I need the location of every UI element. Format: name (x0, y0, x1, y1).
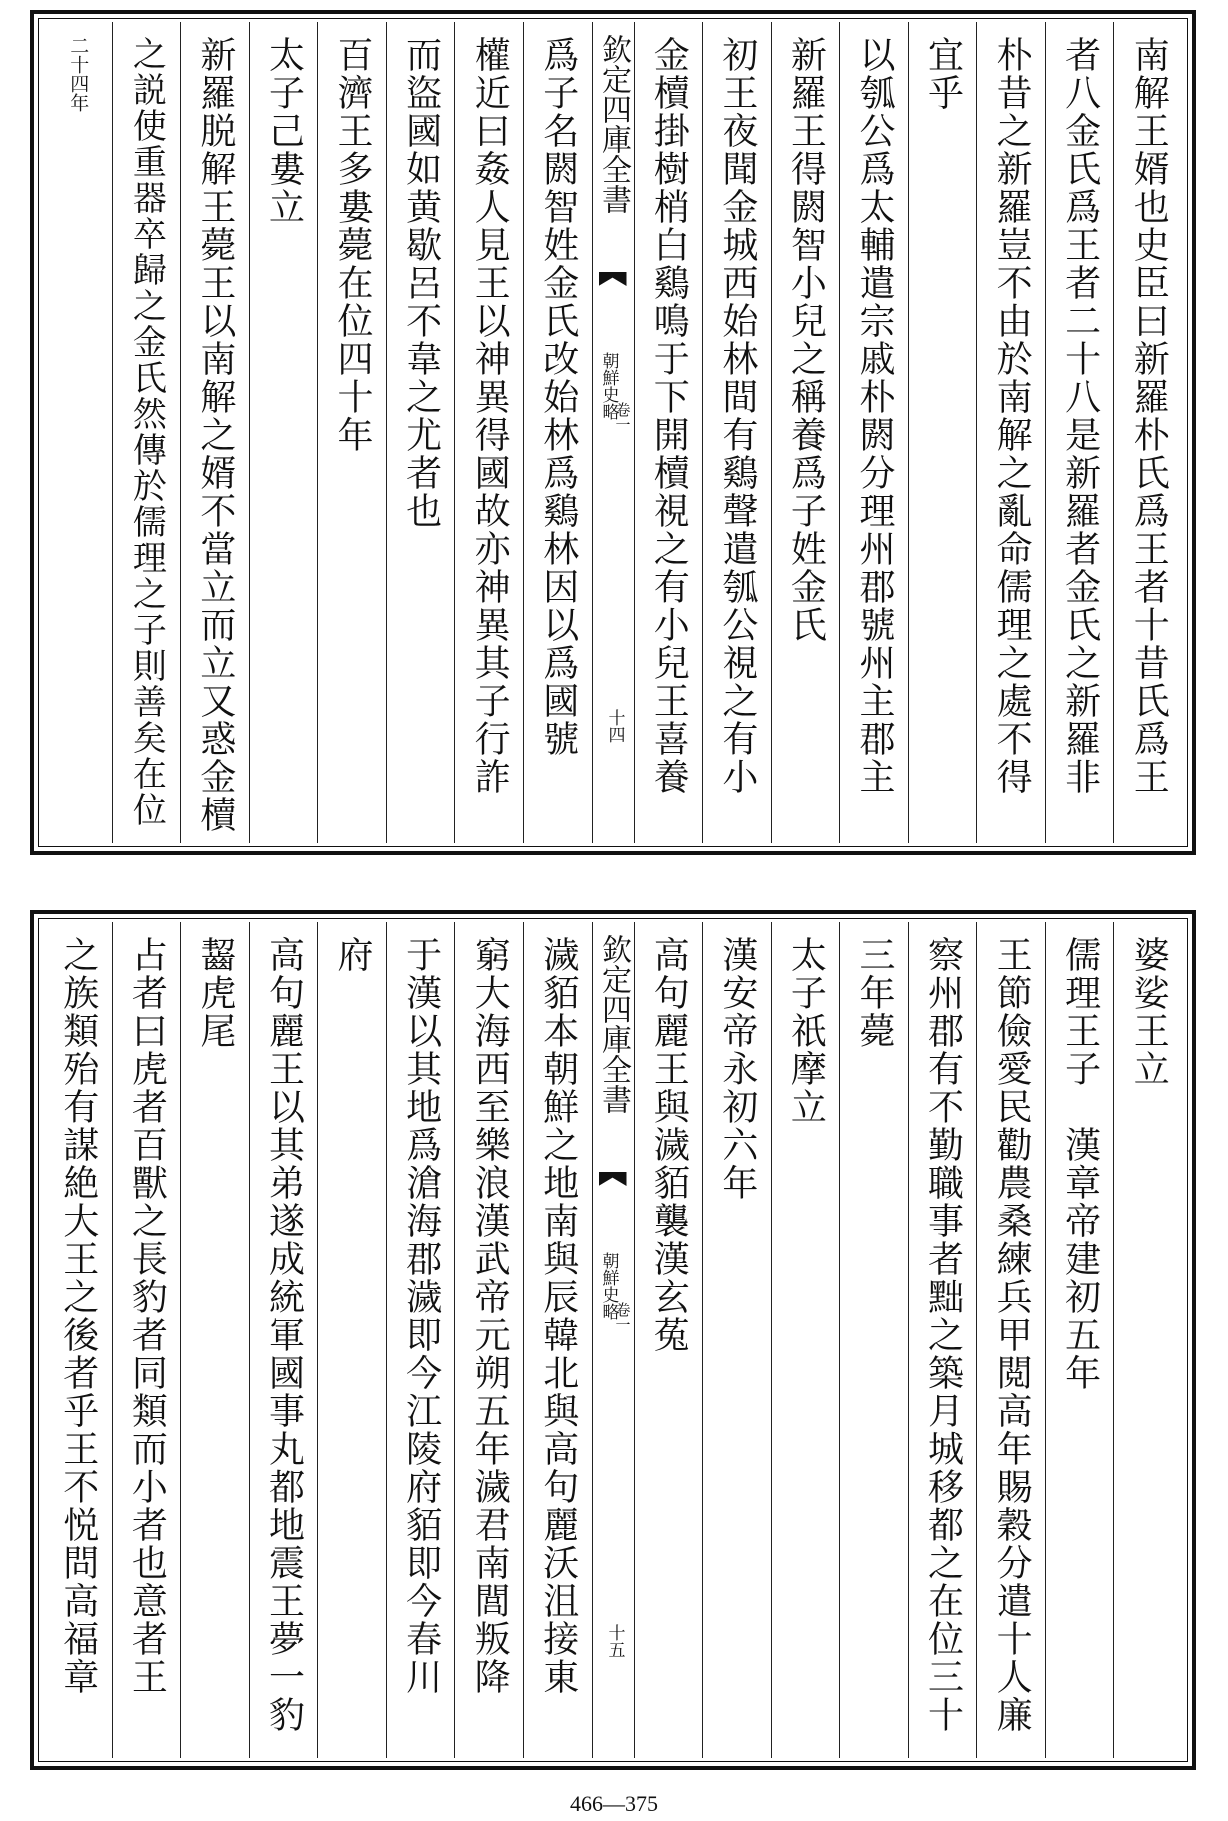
column-text: 濊貊本朝鮮之地南與辰韓北與高句麗沃沮接東 (537, 936, 579, 1696)
margin-book-title: 朝鮮史略 (598, 1252, 619, 1320)
margin-volume: 卷一 (613, 402, 632, 432)
column-text: 南解王婿也史臣曰新羅朴氏爲王者十昔氏爲王 (1128, 36, 1170, 796)
top-columns (44, 22, 1182, 843)
center-margin (592, 22, 634, 843)
column-text: 儒理王子 漢章帝建初五年 (1059, 936, 1101, 1392)
column-text: 以瓠公爲太輔遣宗戚朴閼分理州郡號州主郡主 (853, 36, 895, 796)
text-column (44, 922, 112, 1758)
text-column (1113, 922, 1182, 1758)
column-text: 宜乎 (922, 36, 964, 112)
fishtail-mark-icon (599, 272, 627, 286)
column-text: 于漢以其地爲滄海郡濊即今江陵府貊即今春川 (400, 936, 442, 1696)
text-column (976, 922, 1045, 1758)
column-text: 高句麗王與濊貊襲漢玄菟 (648, 936, 690, 1354)
text-column (634, 922, 703, 1758)
footer-page-number: 466—375 (570, 1791, 658, 1816)
column-text: 占者曰虎者百獸之長豹者同類而小者也意者王 (126, 936, 168, 1696)
text-column (771, 922, 840, 1758)
column-text: 新羅王得閼智小兒之稱養爲子姓金氏 (785, 36, 827, 644)
text-column (249, 922, 318, 1758)
column-text: 百濟王多婁薨在位四十年 (332, 36, 374, 454)
text-column (317, 22, 386, 843)
margin-title: 欽定四庫全書 (596, 934, 631, 1114)
text-column (839, 922, 908, 1758)
text-column (1045, 922, 1114, 1758)
fishtail-mark-icon (599, 1172, 627, 1186)
margin-book-title: 朝鮮史略 (598, 352, 619, 420)
column-text: 太子己婁立 (263, 36, 305, 226)
text-column (317, 922, 386, 1758)
text-column (839, 22, 908, 843)
text-column (1113, 22, 1182, 843)
top-page (30, 10, 1196, 855)
column-text: 者八金氏爲王者二十八是新羅者金氏之新羅非 (1059, 36, 1101, 796)
text-column (908, 22, 977, 843)
column-text: 王節儉愛民勸農桑練兵甲閲高年賜穀分遣十人廉 (991, 936, 1033, 1734)
text-column (180, 22, 249, 843)
text-column (454, 922, 523, 1758)
column-text: 府 (332, 936, 374, 974)
text-column (1045, 22, 1114, 843)
text-column (249, 22, 318, 843)
bottom-columns (44, 922, 1182, 1758)
text-column (702, 22, 771, 843)
column-text: 高句麗王以其弟遂成統軍國事丸都地震王夢一豹 (263, 936, 305, 1734)
text-column (771, 22, 840, 843)
column-text: 爲子名閼智姓金氏改始林爲鷄林因以爲國號 (537, 36, 579, 758)
margin-page-number: 十四 (604, 709, 625, 743)
center-margin (592, 922, 634, 1758)
column-text: 二十四年 (67, 36, 90, 112)
column-text: 而盜國如黄歇呂不韋之尤者也 (400, 36, 442, 530)
column-text: 察州郡有不勤職事者黜之築月城移都之在位三十 (922, 936, 964, 1734)
text-column (112, 922, 181, 1758)
column-text: 朴昔之新羅豈不由於南解之亂命儒理之處不得 (991, 36, 1033, 796)
column-text: 婆娑王立 (1128, 936, 1170, 1088)
column-text: 新羅脱解王薨王以南解之婿不當立而立又惑金櫝 (194, 36, 236, 834)
text-column (908, 922, 977, 1758)
column-text: 齧虎尾 (194, 936, 236, 1050)
text-column (386, 922, 455, 1758)
text-column (976, 22, 1045, 843)
text-column (523, 922, 592, 1758)
bottom-page (30, 910, 1196, 1770)
column-text: 之説使重器卒歸之金氏然傳於儒理之子則善矣在位 (126, 36, 167, 828)
text-column (112, 22, 181, 843)
text-column (634, 22, 703, 843)
column-text: 太子祇摩立 (785, 936, 827, 1126)
text-column (44, 22, 112, 843)
text-column (523, 22, 592, 843)
column-text: 初王夜聞金城西始林間有鷄聲遣瓠公視之有小 (716, 36, 758, 796)
text-column (702, 922, 771, 1758)
column-text: 三年薨 (853, 936, 895, 1050)
text-column (386, 22, 455, 843)
margin-volume: 卷一 (613, 1302, 632, 1332)
column-text: 漢安帝永初六年 (716, 936, 758, 1202)
margin-title: 欽定四庫全書 (596, 34, 631, 214)
margin-page-number: 十五 (604, 1624, 625, 1658)
column-text: 權近曰姦人見王以神異得國故亦神異其子行詐 (469, 36, 511, 796)
column-text: 金櫝掛樹梢白鷄鳴于下開櫝視之有小兒王喜養 (648, 36, 690, 796)
column-text: 之族類殆有謀絶大王之後者乎王不悦問高福章 (57, 936, 99, 1696)
text-column (180, 922, 249, 1758)
text-column (454, 22, 523, 843)
column-text: 窮大海西至樂浪漢武帝元朔五年濊君南閭叛降 (469, 936, 511, 1696)
